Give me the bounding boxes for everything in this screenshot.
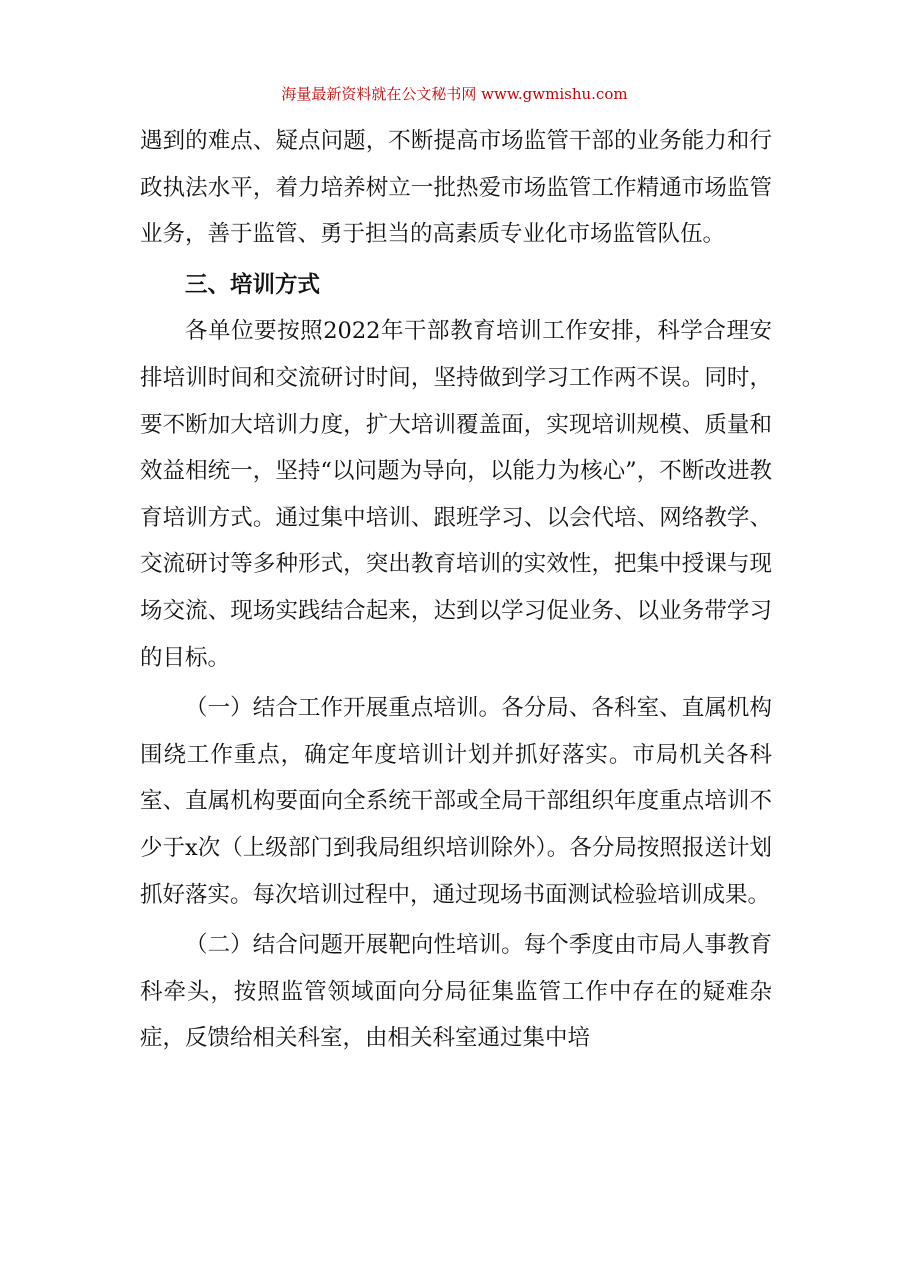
watermark-header: 海量最新资料就在公文秘书网 www.gwmishu.com: [281, 85, 628, 103]
paragraph-item-2: （二）结合问题开展靶向性培训。每个季度由市局人事教育科牵头，按照监管领域面向分局征集监管工作中存在的疑难杂症，反馈给相关科室，由相关科室通过集中培: [140, 932, 772, 1052]
section-heading: 三、培训方式: [185, 271, 321, 298]
paragraph-method: 各单位要按照2022年干部教育培训工作安排，科学合理安排培训时间和交流研讨时间，坚持做到学习工作两不误。同时，要不断加大培训力度，扩大培训覆盖面，实现培训规模、质量和效益相统一，坚持“以问题为导向，以能力为核心”，不断改进教育培训方式。通过集中培训、跟班学习、以会代培、网络教学、交流研讨等多种形式，突出教育培训的实效性，把集中授课与现场交流、现场实践结合起来，达到以学习促业务、以业务带学习的目标。: [140, 318, 772, 671]
paragraph-continued: 遇到的难点、疑点问题，不断提高市场监管干部的业务能力和行政执法水平，着力培养树立一批热爱市场监管工作精通市场监管业务，善于监管、勇于担当的高素质专业化市场监管队伍。: [140, 128, 772, 248]
document-body: [140, 118, 772, 1062]
paragraph-item-1: （一）结合工作开展重点培训。各分局、各科室、直属机构围绕工作重点，确定年度培训计划并抓好落实。市局机关各科室、直属机构要面向全系统干部或全局干部组织年度重点培训不少于x次（上级部门到我局组织培训除外）。各分局按照报送计划抓好落实。每次培训过程中，通过现场书面测试检验培训成果。: [140, 695, 772, 908]
